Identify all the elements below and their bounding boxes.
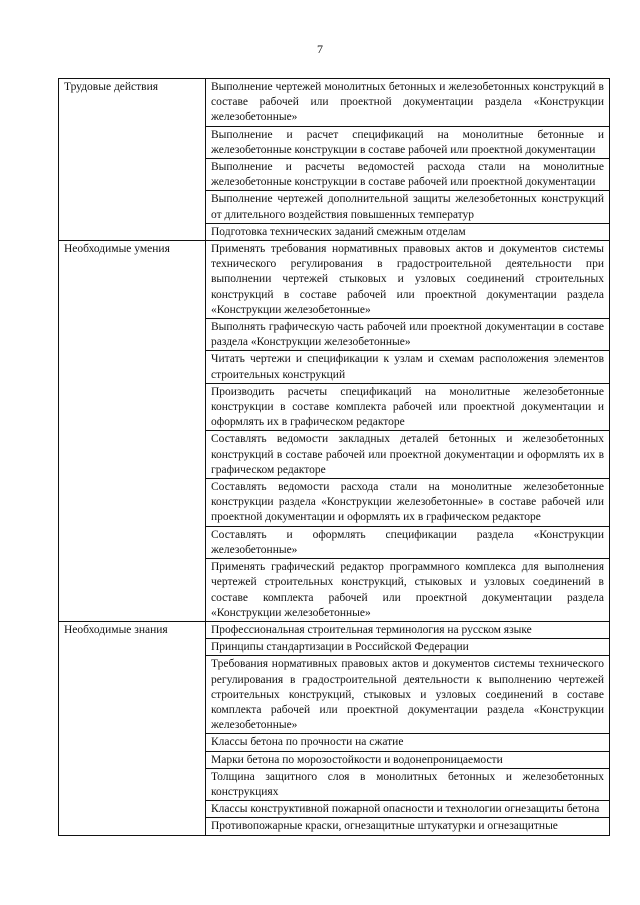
section-label: Необходимые умения bbox=[59, 241, 206, 622]
section-label: Необходимые знания bbox=[59, 621, 206, 835]
requirement-cell: Противопожарные краски, огнезащитные штукатурки и огнезащитные bbox=[206, 818, 610, 835]
requirement-cell: Классы бетона по прочности на сжатие bbox=[206, 734, 610, 751]
requirement-cell: Применять требования нормативных правовых актов и документов системы технического регулирования в градостроительной деятельности при выполнении чертежей стыковых и узловых соединений строительных конструкций в составе рабочей или проектной документации раздела «Конструкции железобетонные» bbox=[206, 241, 610, 319]
requirement-cell: Принципы стандартизации в Российской Федерации bbox=[206, 639, 610, 656]
requirement-cell: Толщина защитного слоя в монолитных бетонных и железобетонных конструкциях bbox=[206, 768, 610, 800]
table-row bbox=[59, 621, 610, 638]
requirement-cell: Применять графический редактор программного комплекса для выполнения чертежей строительных конструкций, стыковых и узловых соединений в составе комплекта рабочей или проектной документации раздела «Конструкции железобетонные» bbox=[206, 559, 610, 622]
requirement-cell: Производить расчеты спецификаций на монолитные железобетонные конструкции в составе комплекта рабочей или проектной документации и оформлять их в графическом редакторе bbox=[206, 383, 610, 431]
section-label: Трудовые действия bbox=[59, 79, 206, 241]
requirements-table bbox=[58, 78, 610, 836]
requirement-cell: Марки бетона по морозостойкости и водонепроницаемости bbox=[206, 751, 610, 768]
requirement-cell: Классы конструктивной пожарной опасности и технологии огнезащиты бетона bbox=[206, 801, 610, 818]
requirement-cell: Составлять ведомости расхода стали на монолитные железобетонные конструкции раздела «Конструкции железобетонные» в составе рабочей или проектной документации и оформлять их в графическом редакторе bbox=[206, 479, 610, 527]
requirement-cell: Читать чертежи и спецификации к узлам и схемам расположения элементов строительных конструкций bbox=[206, 351, 610, 383]
requirement-cell: Составлять и оформлять спецификации раздела «Конструкции железобетонные» bbox=[206, 526, 610, 558]
requirement-cell: Выполнение чертежей монолитных бетонных и железобетонных конструкций в составе рабочей или проектной документации раздела «Конструкции железобетонные» bbox=[206, 79, 610, 127]
requirement-cell: Выполнение и расчеты ведомостей расхода стали на монолитные железобетонные конструкции в составе рабочей или проектной документации bbox=[206, 159, 610, 191]
requirement-cell: Составлять ведомости закладных деталей бетонных и железобетонных конструкций в составе рабочей или проектной документации и оформлять их в графическом редакторе bbox=[206, 431, 610, 479]
requirement-cell: Подготовка технических заданий смежным отделам bbox=[206, 223, 610, 240]
table-row bbox=[59, 79, 610, 127]
page-number: 7 bbox=[317, 42, 323, 56]
requirement-cell: Требования нормативных правовых актов и документов системы технического регулирования в градостроительной деятельности к выполнению чертежей строительных конструкций, стыковых и узловых соединений в составе комплекта рабочей или проектной документации раздела «Конструкции железобетонные» bbox=[206, 656, 610, 734]
requirement-cell: Выполнять графическую часть рабочей или проектной документации в составе раздела «Конструкции железобетонные» bbox=[206, 319, 610, 351]
requirement-cell: Выполнение чертежей дополнительной защиты железобетонных конструкций от длительного воздействия повышенных температур bbox=[206, 191, 610, 223]
requirement-cell: Профессиональная строительная терминология на русском языке bbox=[206, 621, 610, 638]
requirement-cell: Выполнение и расчет спецификаций на монолитные бетонные и железобетонные конструкции в составе рабочей или проектной документации bbox=[206, 126, 610, 158]
table-row bbox=[59, 241, 610, 319]
